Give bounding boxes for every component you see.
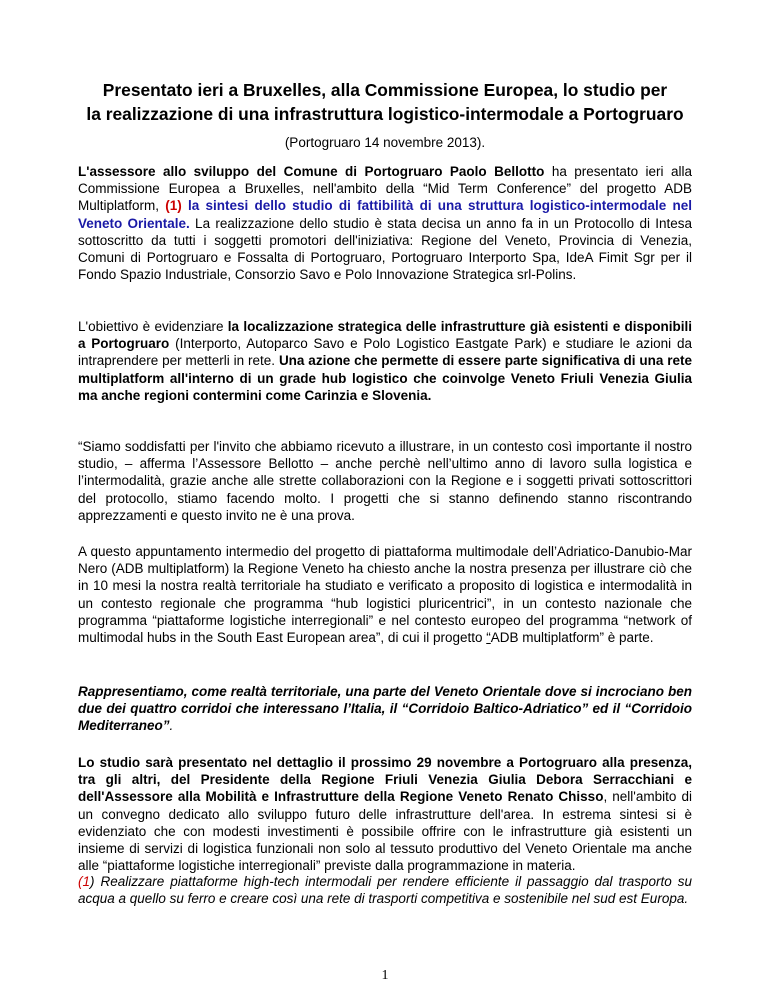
footnote [78,873,692,907]
paragraph-2 [78,318,692,404]
paragraph-2-text-2: (Interporto, Autoparco Savo e Polo Logistico Eastgate Park) e studiare le azioni da intraprendere per metterli in rete. [78,336,692,369]
paragraph-5-end: . [169,718,174,734]
paragraph-1-text: ha presentato ieri alla Commissione Europea a Bruxelles, nell'ambito della “Mid Term Conference” del progetto ADB Multiplatform, [78,164,692,214]
title-line-1: Presentato ieri a Bruxelles, alla Commissione Europea, lo studio per [102,80,668,100]
paragraph-6-bold: Lo studio sarà presentato nel dettaglio il prossimo 29 novembre a Portogruaro alla presenza, tra gli altri, del Presidente della Regione Friuli Venezia Giulia Debora Serracchiani e dell'Assessore alla Mobilità e Infrastrutture della Regione Veneto Renato Chisso [78,755,692,805]
paragraph-2-bold-1: la localizzazione strategica delle infrastrutture già esistenti e disponibili a Portogruaro [78,319,692,352]
page-number: 1 [381,968,389,983]
dateline: (Portogruaro 14 novembre 2013). [284,135,486,150]
paragraph-5 [78,683,692,735]
document-title [70,78,700,126]
paragraph-1-text-2: La realizzazione dello studio è stata decisa un anno fa in un Protocollo di Intesa sottoscritto da tutti i soggetti promotori dell'iniziativa: Regione del Veneto, Provincia di Venezia, Comuni di Portogruaro e Fossalta di Portogruaro, Portogruaro Interporto Spa, IdeA Fimit Sgr per il Fondo Spazio Industriale, Consorzio Savo e Polo Innovazione Strategica srl-Polins. [78,215,692,283]
paragraph-2-bold-2: Una azione che permette di essere parte significativa di una rete multiplatform all'interno di un grade hub logistico che coinvolge Veneto Friuli Venezia Giulia ma anche regioni contermini come Carinzia e Slovenia. [78,353,692,403]
footnote-reference: (1) [165,198,182,214]
paragraph-2-text: L'obiettivo è evidenziare [78,319,228,334]
paragraph-4-quote: “ [486,630,491,646]
paragraph-1-lead: L'assessore allo sviluppo del Comune di Portogruaro Paolo Bellotto [78,164,545,179]
paragraph-6-text: , nell'ambito di un convegno dedicato allo sviluppo futuro delle infrastrutture dell'area. In estrema sintesi si è evidenziato che con modesti investimenti è possibile offrire con le infrastrutture già esistenti un insieme di servizi di logistica funzionali non solo al tessuto produttivo del Veneto Orientale ma anche alle “piattaforme logistiche interregionali” previste dalla programmazione in materia. [78,789,692,874]
paragraph-6 [78,754,692,874]
paragraph-4-text: A questo appuntamento intermedio del progetto di piattaforma multimodale dell’Adriatico-Danubio-Mar Nero (ADB multiplatform) la Regione Veneto ha chiesto anche la nostra presenza per illustrare ciò che in 10 mesi la nostra realtà territoriale ha studiato e verificato a proposito di logistica e intermodalità in un contesto regionale che programma “hub logistici pluricentrici”, in un contesto nazionale che programma “piattaforme logistiche interregionali” e nel contesto europeo del programma “network of multimodal hubs in the South East European area”, di cui il progetto [78,544,692,646]
paragraph-3: “Siamo soddisfatti per l'invito che abbiamo ricevuto a illustrare, in un contesto così importante il nostro studio, – afferma l’Assessore Bellotto – anche perchè nell’ultimo anno di lavoro sulla logistica e l’intermodalità, grazie anche alle strette collaborazioni con la Regione e i soggetti privati sottoscrittori del protocollo, stiamo facendo molto. I progetti che si stanno definendo stanno riscontrando apprezzamenti e questo invito ne è una prova. [78,439,692,523]
title-line-2: la realizzazione di una infrastruttura logistico-intermodale a Portogruaro [86,104,684,124]
paragraph-4 [78,543,692,646]
paragraph-5-bold-italic: Rappresentiamo, come realtà territoriale, una parte del Veneto Orientale dove si incrociano ben due dei quattro corridoi che interessano l’Italia, il “Corridoio Baltico-Adriatico” ed il “Corridoio Mediterraneo” [78,684,692,734]
footnote-text: ) Realizzare piattaforme high-tech intermodali per rendere efficiente il passaggio dal trasporto su acqua a quello su ferro e creare così una rete di trasporti competitiva e sostenibile nel sud est Europa. [78,874,692,907]
paragraph-1-highlight: la sintesi dello studio di fattibilità di una struttura logistico-intermodale nel Veneto Orientale. [78,198,692,231]
paragraph-4-text-2: ADB multiplatform” è parte. [490,630,654,646]
paragraph-1 [78,163,692,283]
footnote-number: (1 [78,874,91,889]
